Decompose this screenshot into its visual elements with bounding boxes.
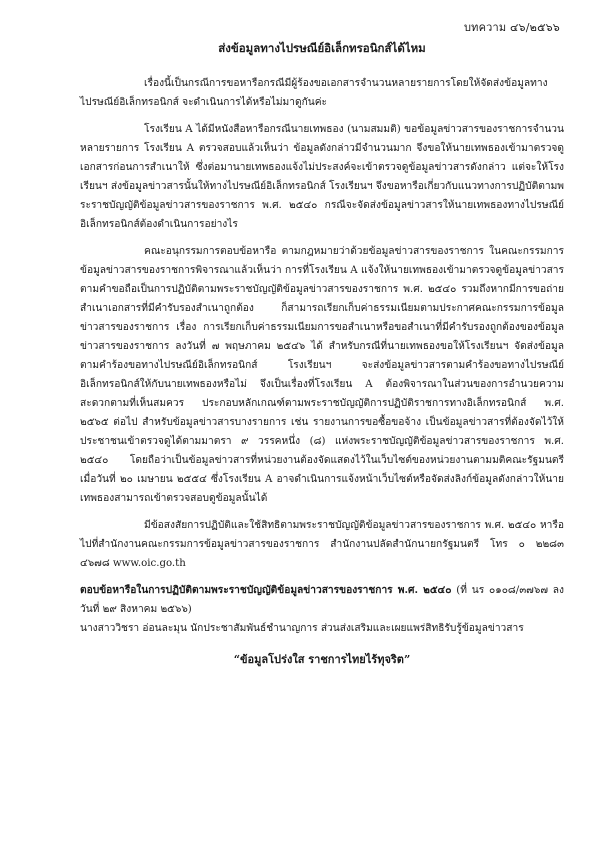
motto: “ข้อมูลโปร่งใส ราชการไทยไร้ทุจริต” <box>233 653 411 666</box>
document-title: ส่งข้อมูลทางไปรษณีย์อิเล็กทรอนิกส์ได้ไหม <box>218 41 426 55</box>
case-paragraph: โรงเรียน A ได้มีหนังสือหารือกรณีนายเทพธอง (นามสมมติ) ขอข้อมูลข่าวสารของราชการจำนวนหลายรายการ โรงเรียน A ตรวจสอบแล้วเห็นว่า ข้อมูลดังกล่าวมีจำนวนมาก จึงขอให้นายเทพธองเข้ามาตรวจดูเอกสารก่อนการสำเนาให้ ซึ่งต่อมานายเทพธองแจ้งไม่ประสงค์จะเข้าตรวจดูข้อมูลข่าวสารดังกล่าว แต่จะให้โรงเรียนฯ ส่งข้อมูลข่าวสารนั้นให้ทางไปรษณีย์อิเล็กทรอนิกส์ โรงเรียนฯ จึงขอหารือเกี่ยวกับแนวทางการปฏิบัติตามพระราชบัญญัติข้อมูลข่าวสารของราชการ พ.ศ. ๒๕๔๐ กรณีจะจัดส่งข้อมูลข่าวสารให้นายเทพธองทางไปรษณีย์อิเล็กทรอนิกส์ต้องดำเนินการอย่างไร <box>80 124 564 230</box>
ruling-reference <box>80 581 564 619</box>
ruling-paragraph: คณะอนุกรรมการตอบข้อหารือ ตามกฎหมายว่าด้วยข้อมูลข่าวสารของราชการ ในคณะกรรมการข้อมูลข่าวสารของราชการพิจารณาแล้วเห็นว่า การที่โรงเรียน A แจ้งให้นายเทพธองเข้ามาตรวจดูข้อมูลข่าวสารตามคำขอถือเป็นการปฏิบัติตามพระราชบัญญัติข้อมูลข่าวสารของราชการ พ.ศ. ๒๕๔๐ รวมถึงหากมีการขอถ่ายสำเนาเอกสารที่มีคำรับรองสำเนาถูกต้อง ก็สามารถเรียกเก็บค่าธรรมเนียมตามประกาศคณะกรรมการข้อมูลข่าวสารของราชการ เรื่อง การเรียกเก็บค่าธรรมเนียมการขอสำเนาหรือขอสำเนาที่มีคำรับรองถูกต้องของข้อมูลข่าวสารของราชการ ลงวันที่ ๗ พฤษภาคม ๒๕๔๖ ได้ สำหรับกรณีที่นายเทพธองขอให้โรงเรียนฯ จัดส่งข้อมูลตามคำร้องขอทางไปรษณีย์อิเล็กทรอนิกส์ โรงเรียนฯ จะส่งข้อมูลข่าวสารตามคำร้องขอทางไปรษณีย์อิเล็กทรอนิกส์ให้กับนายเทพธองหรือไม่ จึงเป็นเรื่องที่โรงเรียน A ต้องพิจารณาในส่วนของการอำนวยความสะดวกตามที่เห็นสมควร ประกอบหลักเกณฑ์ตามพระราชบัญญัติการปฏิบัติราชการทางอิเล็กทรอนิกส์ พ.ศ. ๒๕๖๕ ต่อไป สำหรับข้อมูลข่าวสารบางรายการ เช่น รายงานการขอซื้อขอจ้าง เป็นข้อมูลข่าวสารที่ต้องจัดไว้ให้ประชาชนเข้าตรวจดูได้ตามมาตรา ๙ วรรคหนึ่ง (๘) แห่งพระราชบัญญัติข้อมูลข่าวสารของราชการ พ.ศ. ๒๕๔๐ โดยถือว่าเป็นข้อมูลข่าวสารที่หน่วยงานต้องจัดแสดงไว้ในเว็บไซต์ของหน่วยงานตามมติคณะรัฐมนตรี เมื่อวันที่ ๒๐ เมษายน ๒๕๕๔ ซึ่งโรงเรียน A อาจดำเนินการแจ้งหน้าเว็บไซต์หรือจัดส่งลิงก์ข้อมูลดังกล่าวให้นายเทพธองสามารถเข้าตรวจสอบดูข้อมูลนั้นได้ <box>80 246 564 504</box>
author-line: นางสาววิชรา อ่อนละมุน นักประชาสัมพันธ์ชำนาญการ ส่วนส่งเสริมและเผยแพร่สิทธิรับรู้ข้อมูลข่าวสาร <box>80 623 524 634</box>
ruling-reference-number: (ที่ นร ๐๑๐๘/๓๗๖๗ ลงวันที่ ๒๙ สิงหาคม ๒๕๖๖) <box>80 585 564 615</box>
ruling-reference-title: ตอบข้อหารือในการปฏิบัติตามพระราชบัญญัติข้อมูลข่าวสารของราชการ พ.ศ. ๒๕๔๐ <box>80 584 452 596</box>
intro-paragraph: เรื่องนี้เป็นกรณีการขอหารือกรณีมีผู้ร้องขอเอกสารจำนวนหลายรายการโดยให้จัดส่งข้อมูลทางไปรษณีย์อิเล็กทรอนิกส์ จะดำเนินการได้หรือไม่มาดูกันค่ะ <box>80 78 548 108</box>
contact-paragraph: มีข้อสงสัยการปฏิบัติและใช้สิทธิตามพระราชบัญญัติข้อมูลข่าวสารของราชการ พ.ศ. ๒๕๔๐ หารือไปที่สำนักงานคณะกรรมการข้อมูลข่าวสารของราชการ สำนักงานปลัดสำนักนายกรัฐมนตรี โทร ๐ ๒๒๘๓ ๔๖๗๘ www.oic.go.th <box>80 520 564 569</box>
page-number: บทความ ๔๖/๒๕๖๖ <box>463 21 560 34</box>
